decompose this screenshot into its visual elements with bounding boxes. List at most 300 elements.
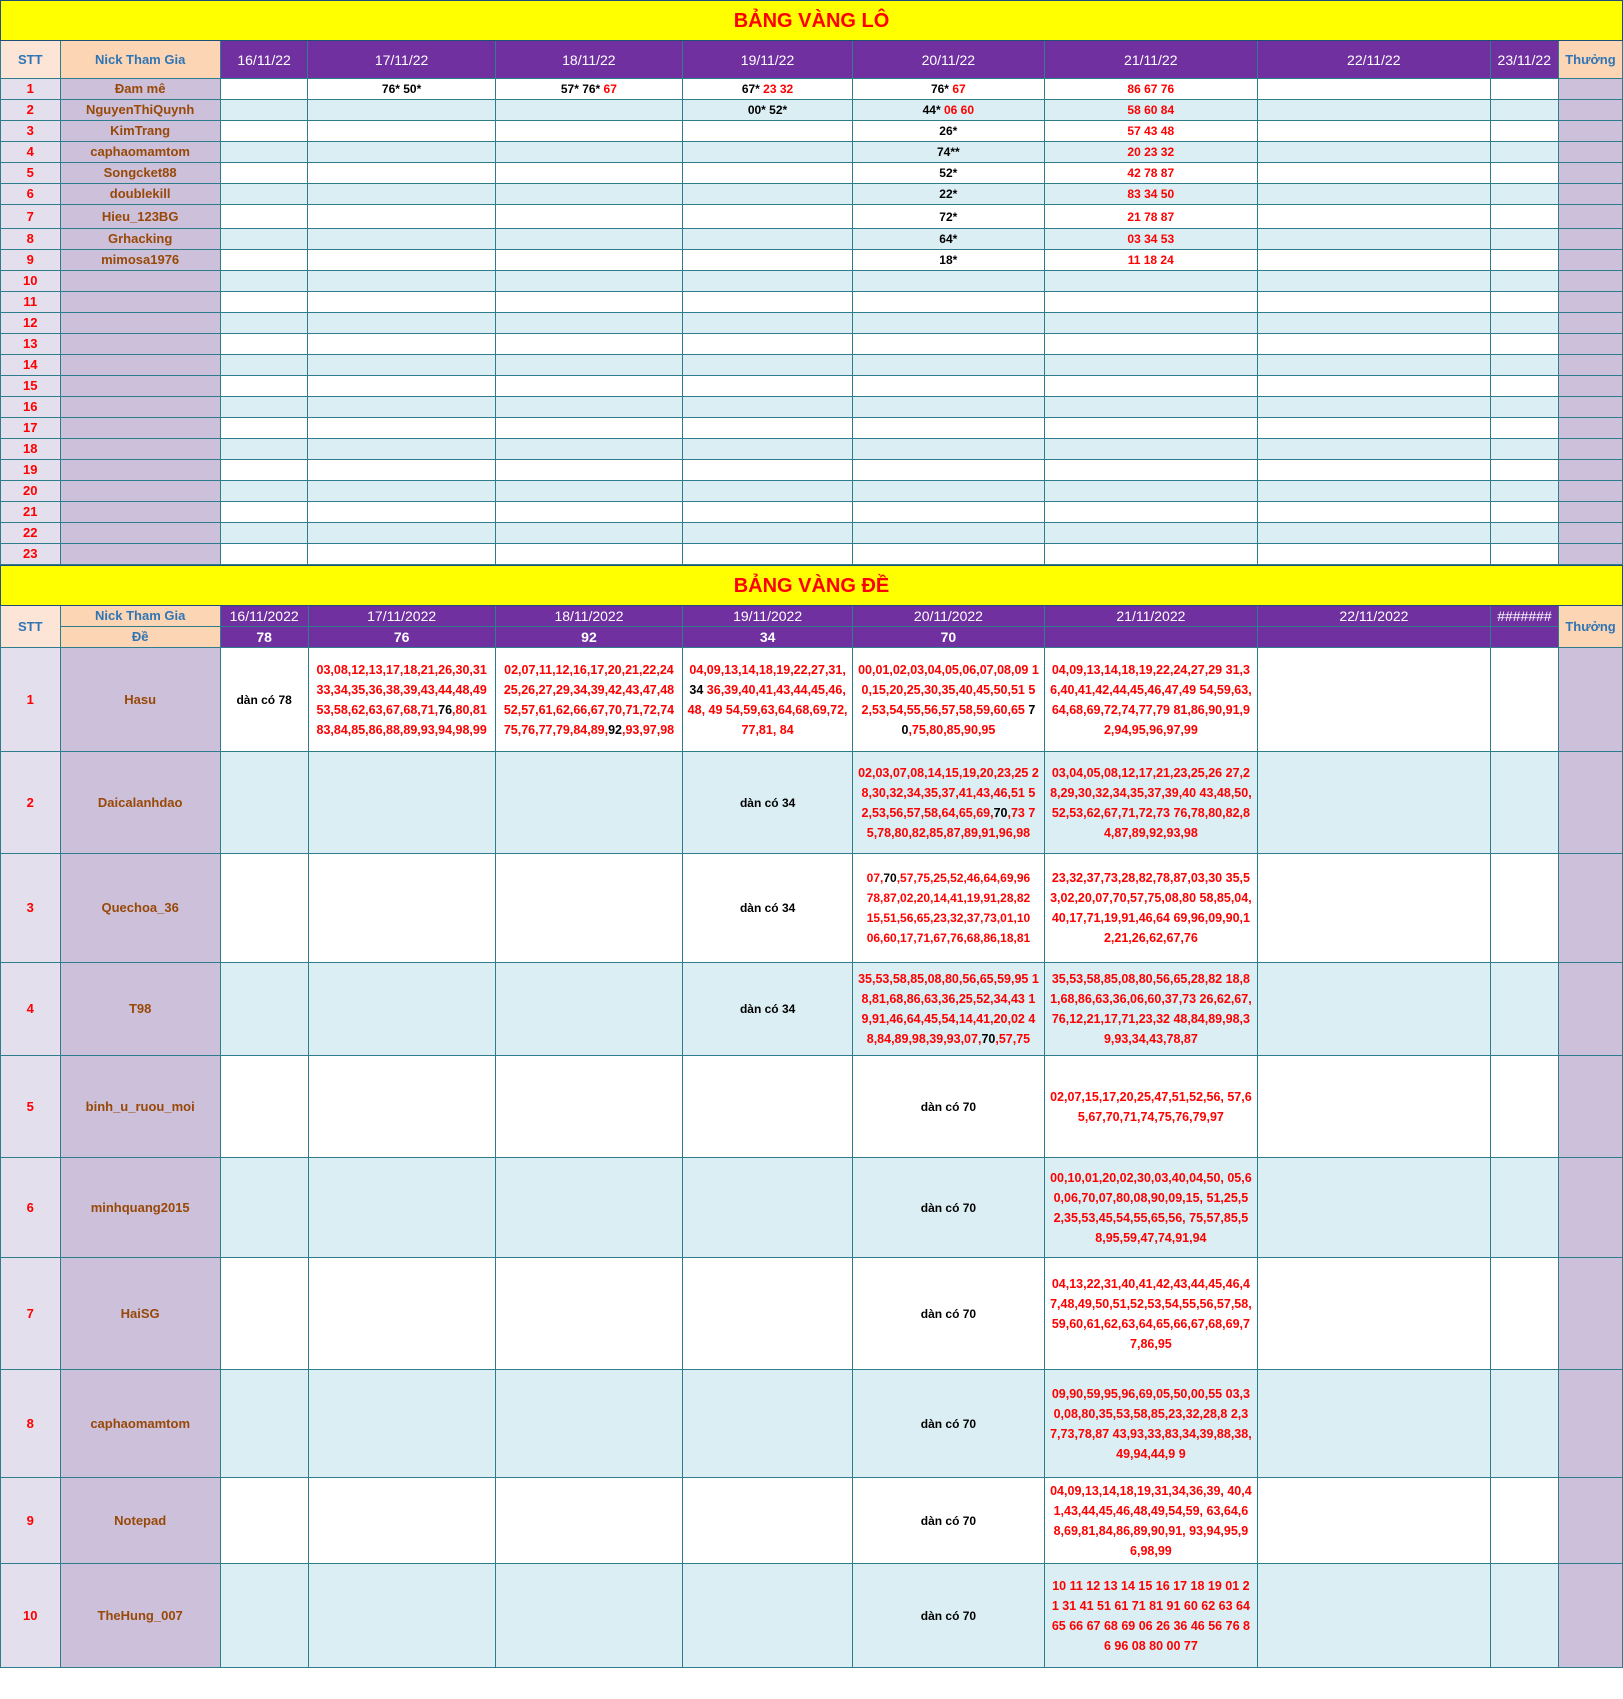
data-cell (1044, 100, 1257, 121)
stt-cell: 6 (1, 1158, 61, 1258)
data-cell (495, 376, 682, 397)
data-cell (853, 79, 1045, 100)
cell-text: 67* (741, 82, 764, 96)
reward-cell (1559, 1258, 1623, 1370)
date-header: 18/11/2022 (495, 606, 682, 627)
data-cell (495, 313, 682, 334)
data-cell (495, 100, 682, 121)
date-header: 16/11/22 (220, 41, 308, 79)
cell-text: dàn có 34 (739, 901, 796, 915)
data-cell (1257, 523, 1490, 544)
data-cell (1490, 121, 1558, 142)
nick-cell: doublekill (60, 184, 220, 205)
data-cell (495, 502, 682, 523)
nick-cell: Grhacking (60, 229, 220, 250)
nick-cell (60, 292, 220, 313)
data-cell (683, 100, 853, 121)
date-header: 22/11/2022 (1258, 606, 1491, 627)
stt-cell: 3 (1, 121, 61, 142)
data-cell (495, 205, 682, 229)
data-cell (683, 271, 853, 292)
data-cell (1258, 854, 1491, 963)
number-list (683, 660, 852, 740)
data-cell (495, 854, 682, 963)
number-list (1045, 763, 1257, 843)
data-cell (220, 121, 308, 142)
lo-table (0, 0, 1623, 565)
data-cell (495, 963, 682, 1056)
cell-text: 58 60 84 (1127, 103, 1175, 117)
cell-text: 36,39,40,41,43,44,45,46,48, 49 54,59,63,64,68,69,72,77,81, 84 (687, 682, 848, 737)
data-cell (1257, 376, 1490, 397)
date-header: ####### (1490, 606, 1558, 627)
cell-text: 03,04,05,08,12,17,21,23,25,26 27,28,29,30,32,34,35,37,39,40 43,48,50,52,53,62,67,71,72,73 76,78,80,82,84,87,89,92,93,98 (1050, 765, 1252, 840)
lo-row (1, 544, 1623, 565)
data-cell (495, 1056, 682, 1158)
data-cell (1257, 460, 1490, 481)
data-cell (853, 292, 1045, 313)
date-header: 20/11/22 (853, 41, 1045, 79)
lo-row (1, 460, 1623, 481)
number-list (1045, 1384, 1257, 1464)
result-cell: 70 (853, 627, 1045, 648)
data-cell (495, 1158, 682, 1258)
data-cell (1044, 397, 1257, 418)
cell-text: 70 (883, 871, 897, 885)
nick-cell: binh_u_ruou_moi (60, 1056, 220, 1158)
cell-text: 00* 52* (747, 103, 788, 117)
data-cell (308, 481, 495, 502)
data-cell (308, 142, 495, 163)
data-cell (220, 1258, 308, 1370)
data-cell (683, 502, 853, 523)
cell-text: 35,53,58,85,08,80,56,65,28,82 18,81,68,86,63,36,06,60,37,73 26,62,67,76,12,21,17,71,23,32 48,84,89,98,39,93,34,43,78,87 (1050, 972, 1252, 1046)
stt-cell: 10 (1, 1564, 61, 1668)
data-cell (1258, 752, 1491, 854)
data-cell (1257, 79, 1490, 100)
result-cell (1258, 627, 1491, 648)
de-title: BẢNG VÀNG ĐỀ (1, 566, 1623, 606)
data-cell (495, 142, 682, 163)
date-header: 18/11/22 (495, 41, 682, 79)
data-cell (308, 79, 495, 100)
data-cell (853, 544, 1045, 565)
date-header: 17/11/2022 (308, 606, 495, 627)
data-cell (220, 271, 308, 292)
data-cell (1490, 142, 1558, 163)
nick-cell (60, 544, 220, 565)
result-cell: 78 (220, 627, 308, 648)
data-cell (1044, 523, 1257, 544)
cell-text: dàn có 70 (920, 1200, 977, 1215)
reward-cell (1559, 1478, 1623, 1564)
data-cell (1044, 250, 1257, 271)
lo-row (1, 121, 1623, 142)
data-cell (220, 481, 308, 502)
data-cell (220, 142, 308, 163)
data-cell (683, 163, 853, 184)
data-cell (495, 184, 682, 205)
data-cell (1258, 1564, 1491, 1668)
cell-text: 52* (939, 166, 958, 180)
data-cell (495, 544, 682, 565)
data-cell (1490, 963, 1558, 1056)
nick-cell (60, 439, 220, 460)
reward-cell (1558, 121, 1622, 142)
data-cell (1044, 544, 1257, 565)
data-cell (308, 205, 495, 229)
data-cell (308, 523, 495, 544)
cell-text: 04,09,13,14,18,19,22,24,27,29 31,36,40,41,42,44,45,46,47,49 54,59,63,64,68,69,72,74,77,79 81,86,90,91,92,94,95,96,97,99 (1050, 662, 1252, 737)
data-cell (683, 648, 853, 752)
data-cell (1490, 481, 1558, 502)
cell-text: 44* (922, 103, 944, 117)
cell-text: 70 (993, 805, 1008, 820)
data-cell (220, 163, 308, 184)
cell-text: 86 67 76 (1127, 82, 1175, 96)
data-cell (220, 355, 308, 376)
reward-cell (1558, 481, 1622, 502)
number-list (853, 660, 1044, 740)
data-cell (495, 397, 682, 418)
data-cell (308, 502, 495, 523)
number-list (1045, 1481, 1257, 1561)
stt-cell: 16 (1, 397, 61, 418)
data-cell (495, 163, 682, 184)
cell-text: 22* (939, 187, 958, 201)
data-cell (853, 184, 1045, 205)
nick-cell: NguyenThiQuynh (60, 100, 220, 121)
lo-row (1, 355, 1623, 376)
data-cell (1044, 1478, 1257, 1564)
date-header: 20/11/2022 (853, 606, 1045, 627)
cell-text: 21 78 87 (1127, 209, 1175, 224)
nick-cell (60, 355, 220, 376)
data-cell (683, 313, 853, 334)
data-cell (1044, 334, 1257, 355)
cell-text: dàn có 70 (920, 1416, 977, 1431)
data-cell (853, 121, 1045, 142)
nick-cell: Songcket88 (60, 163, 220, 184)
data-cell (853, 523, 1045, 544)
data-cell (308, 184, 495, 205)
stt-cell: 15 (1, 376, 61, 397)
data-cell (683, 1158, 853, 1258)
number-list (496, 660, 682, 740)
data-cell (1490, 854, 1558, 963)
cell-text: 09,90,59,95,96,69,05,50,00,55 03,30,08,80,35,53,58,85,23,32,28,8 2,37,73,78,87 43,93,33,83,34,39,88,38,49,94,44,9 9 (1050, 1386, 1252, 1461)
cell-text: ,73 75,78,80,82,85,87,89,91,96,98 (866, 805, 1036, 840)
data-cell (1044, 355, 1257, 376)
data-cell (853, 313, 1045, 334)
lo-row (1, 250, 1623, 271)
de-row (1, 1258, 1623, 1370)
data-cell (1490, 184, 1558, 205)
stt-cell: 19 (1, 460, 61, 481)
data-cell (853, 205, 1045, 229)
cell-text: dàn có 78 (236, 692, 292, 707)
data-cell (853, 460, 1045, 481)
cell-text: 64* (939, 232, 958, 246)
data-cell (1490, 523, 1558, 544)
number-list (1045, 969, 1257, 1049)
lo-row (1, 418, 1623, 439)
nick-cell (60, 481, 220, 502)
stt-cell: 10 (1, 271, 61, 292)
data-cell (495, 648, 682, 752)
data-cell (220, 460, 308, 481)
data-cell (853, 1258, 1045, 1370)
data-cell (683, 439, 853, 460)
cell-text: 00,01,02,03,04,05,06,07,08,09 10,15,20,25,30,35,40,45,50,51 52,53,54,55,56,57,58,59,60,65 (858, 662, 1039, 717)
data-cell (495, 121, 682, 142)
data-cell (683, 752, 853, 854)
data-cell (308, 418, 495, 439)
nick-cell: minhquang2015 (60, 1158, 220, 1258)
stt-cell: 9 (1, 250, 61, 271)
cell-text: 03 34 53 (1127, 232, 1175, 246)
data-cell (1044, 418, 1257, 439)
cell-text: 26* (939, 124, 958, 138)
de-row (1, 1158, 1623, 1258)
de-row (1, 1370, 1623, 1478)
cell-text: ,75,80,85,90,95 (908, 722, 996, 737)
reward-cell (1558, 184, 1622, 205)
data-cell (1490, 1158, 1558, 1258)
cell-text: 70 (901, 702, 1036, 737)
nick-cell: mimosa1976 (60, 250, 220, 271)
data-cell (853, 418, 1045, 439)
data-cell (220, 1370, 308, 1478)
data-cell (1044, 460, 1257, 481)
reward-cell (1559, 1158, 1623, 1258)
stt-cell: 1 (1, 648, 61, 752)
data-cell (1044, 163, 1257, 184)
lo-row (1, 376, 1623, 397)
data-cell (1044, 963, 1257, 1056)
result-cell: 76 (308, 627, 495, 648)
data-cell (853, 142, 1045, 163)
reward-cell (1558, 163, 1622, 184)
data-cell (308, 313, 495, 334)
data-cell (220, 205, 308, 229)
de-result-row (1, 627, 1623, 648)
data-cell (1490, 397, 1558, 418)
data-cell (1490, 418, 1558, 439)
data-cell (220, 184, 308, 205)
de-row (1, 648, 1623, 752)
nick-cell: Đam mê (60, 79, 220, 100)
stt-cell: 3 (1, 854, 61, 963)
data-cell (853, 439, 1045, 460)
lo-row (1, 229, 1623, 250)
cell-text: dàn có 70 (920, 1306, 977, 1321)
data-cell (495, 460, 682, 481)
data-cell (683, 1370, 853, 1478)
data-cell (308, 854, 495, 963)
reward-cell (1559, 963, 1623, 1056)
data-cell (853, 250, 1045, 271)
data-cell (1490, 439, 1558, 460)
stt-cell: 4 (1, 142, 61, 163)
data-cell (853, 502, 1045, 523)
reward-cell (1559, 1056, 1623, 1158)
reward-cell (1558, 502, 1622, 523)
reward-cell (1559, 854, 1623, 963)
data-cell (853, 100, 1045, 121)
cell-text: 23,32,37,73,28,82,78,87,03,30 35,53,02,20,07,70,57,75,08,80 58,85,04,40,17,71,19,91,46,64 69,96,09,90,12,21,26,62,67,76 (1050, 871, 1252, 945)
data-cell (495, 355, 682, 376)
nick-cell: Notepad (60, 1478, 220, 1564)
data-cell (1257, 142, 1490, 163)
nick-header: Nick Tham Gia (60, 606, 220, 627)
cell-text: 20 23 32 (1127, 145, 1175, 159)
data-cell (308, 121, 495, 142)
cell-text: 03,08,12,13,17,18,21,26,30,31 33,34,35,36,38,39,43,44,48,49 53,58,62,63,67,68,71, (316, 662, 487, 717)
lo-row (1, 313, 1623, 334)
data-cell (683, 355, 853, 376)
stt-cell: 2 (1, 100, 61, 121)
data-cell (1044, 502, 1257, 523)
data-cell (853, 271, 1045, 292)
cell-text: dàn có 70 (920, 1608, 977, 1623)
data-cell (1044, 481, 1257, 502)
data-cell (220, 439, 308, 460)
data-cell (1044, 1056, 1257, 1158)
data-cell (683, 1478, 853, 1564)
lo-row (1, 334, 1623, 355)
data-cell (1257, 397, 1490, 418)
nick-header: Nick Tham Gia (60, 41, 220, 79)
data-cell (1258, 1478, 1491, 1564)
cell-text: dàn có 34 (739, 795, 796, 810)
stt-cell: 18 (1, 439, 61, 460)
cell-text: 70 (981, 1032, 996, 1046)
data-cell (220, 752, 308, 854)
reward-cell (1558, 376, 1622, 397)
result-cell (1490, 627, 1558, 648)
data-cell (495, 752, 682, 854)
stt-cell: 2 (1, 752, 61, 854)
cell-text: 83 34 50 (1127, 187, 1175, 201)
data-cell (1257, 355, 1490, 376)
cell-text: 02,07,11,12,16,17,20,21,22,24 25,26,27,29,34,39,42,43,47,48 52,57,61,62,66,67,70,71,72,74 75,76,77,79,84,89, (503, 662, 675, 737)
data-cell (1490, 1370, 1558, 1478)
nick-cell: TheHung_007 (60, 1564, 220, 1668)
data-cell (1044, 184, 1257, 205)
de-header-row (1, 606, 1623, 627)
data-cell (683, 292, 853, 313)
data-cell (853, 376, 1045, 397)
number-list (1045, 1576, 1257, 1656)
reward-cell (1558, 334, 1622, 355)
cell-text: 07, (866, 871, 884, 885)
lo-header-row (1, 41, 1623, 79)
data-cell (220, 229, 308, 250)
data-cell (683, 523, 853, 544)
data-cell (1044, 1158, 1257, 1258)
data-cell (1044, 1564, 1257, 1668)
data-cell (308, 648, 495, 752)
data-cell (683, 460, 853, 481)
data-cell (308, 1056, 495, 1158)
number-list (1045, 868, 1257, 948)
nick-cell (60, 313, 220, 334)
data-cell (1257, 100, 1490, 121)
data-cell (495, 271, 682, 292)
de-row (1, 963, 1623, 1056)
lo-row (1, 397, 1623, 418)
data-cell (853, 1564, 1045, 1668)
data-cell (1044, 142, 1257, 163)
data-cell (1257, 292, 1490, 313)
data-cell (683, 229, 853, 250)
data-cell (683, 1056, 853, 1158)
reward-cell (1558, 271, 1622, 292)
data-cell (683, 79, 853, 100)
data-cell (220, 376, 308, 397)
date-header: 23/11/22 (1490, 41, 1558, 79)
cell-text: 02,03,07,08,14,15,19,20,23,25 28,30,32,34,35,37,41,43,46,51 52,53,56,57,58,64,65,69, (858, 765, 1039, 820)
data-cell (1490, 1478, 1558, 1564)
number-list (853, 969, 1044, 1049)
data-cell (1044, 79, 1257, 100)
reward-cell (1558, 544, 1622, 565)
cell-text: ,80,81 83,84,85,86,88,89,93,94,98,99 (316, 702, 487, 737)
data-cell (1257, 205, 1490, 229)
cell-text: 02,07,15,17,20,25,47,51,52,56, 57,65,67,70,71,74,75,76,79,97 (1050, 1089, 1252, 1124)
stt-cell: 11 (1, 292, 61, 313)
data-cell (853, 355, 1045, 376)
stt-header: STT (1, 606, 61, 648)
data-cell (308, 1158, 495, 1258)
stt-cell: 5 (1, 163, 61, 184)
data-cell (220, 397, 308, 418)
data-cell (853, 397, 1045, 418)
reward-cell (1558, 313, 1622, 334)
data-cell (683, 142, 853, 163)
reward-cell (1558, 100, 1622, 121)
data-cell (683, 854, 853, 963)
lo-row (1, 100, 1623, 121)
data-cell (308, 1258, 495, 1370)
lo-title-row (1, 1, 1623, 41)
reward-cell (1558, 460, 1622, 481)
cell-text: 76* (930, 82, 953, 96)
result-cell: 34 (683, 627, 853, 648)
reward-cell (1559, 1370, 1623, 1478)
data-cell (853, 854, 1045, 963)
cell-text: 23 32 (763, 82, 794, 96)
data-cell (1257, 121, 1490, 142)
reward-cell (1558, 250, 1622, 271)
data-cell (1490, 648, 1558, 752)
data-cell (1044, 439, 1257, 460)
lo-row (1, 481, 1623, 502)
data-cell (308, 1478, 495, 1564)
lo-row (1, 163, 1623, 184)
cell-text: 04,13,22,31,40,41,42,43,44,45,46,4 7,48,49,50,51,52,53,54,55,56,57,58, 59,60,61,62,63,64,65,66,67,68,69,7 7,86,95 (1050, 1276, 1252, 1351)
data-cell (1257, 334, 1490, 355)
nick-cell (60, 334, 220, 355)
cell-text: 10 11 12 13 14 15 16 17 18 19 01 21 31 41 51 61 71 81 91 60 62 63 64 65 66 67 68 69 06 26 36 46 56 76 86 96 08 80 00 77 (1051, 1578, 1250, 1653)
data-cell (1490, 271, 1558, 292)
result-cell: 92 (495, 627, 682, 648)
cell-text: 67 (603, 82, 617, 96)
de-title-row (1, 566, 1623, 606)
data-cell (1490, 355, 1558, 376)
data-cell (1257, 481, 1490, 502)
